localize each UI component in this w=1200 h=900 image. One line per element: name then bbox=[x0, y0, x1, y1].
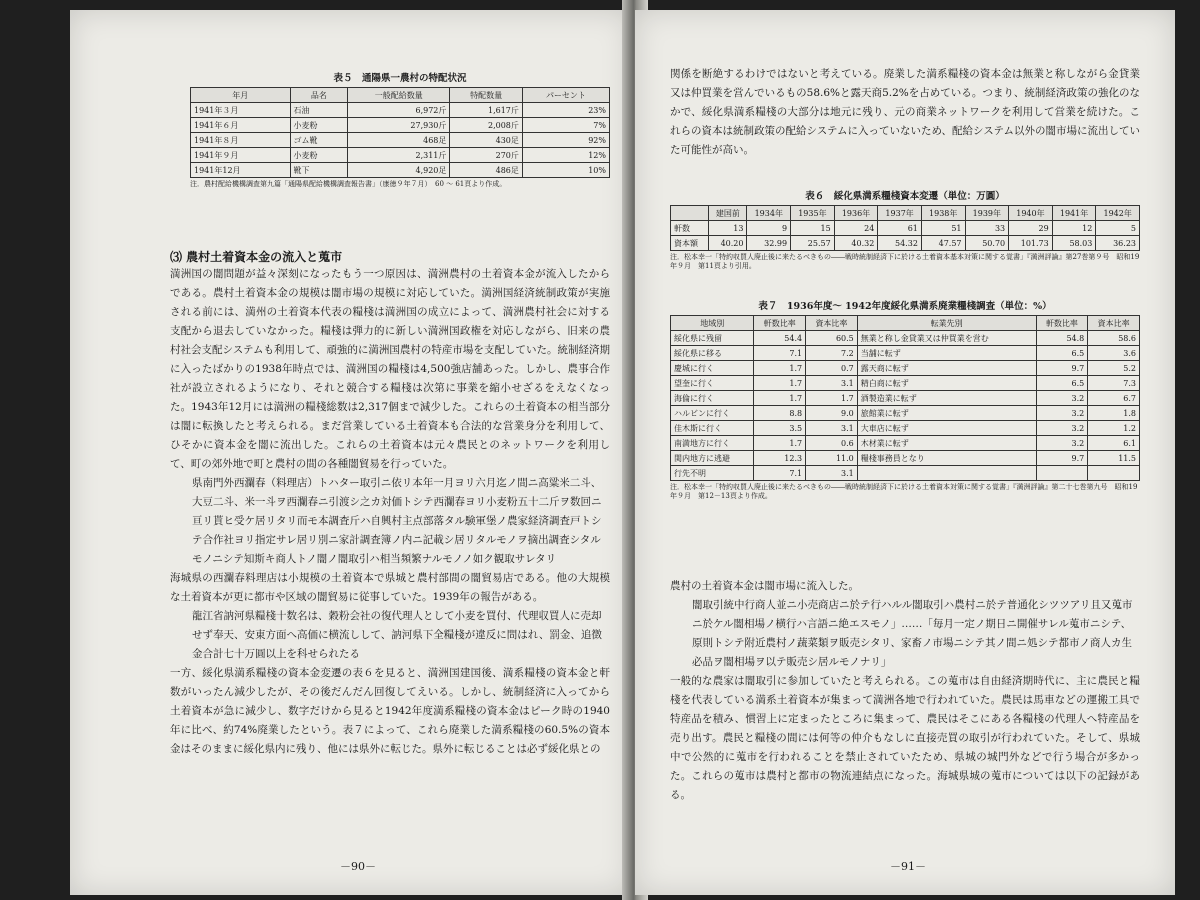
table-cell: 54.32 bbox=[878, 236, 922, 251]
table-cell: 2,008斤 bbox=[450, 118, 523, 133]
table-cell: 23% bbox=[522, 103, 609, 118]
table6-block bbox=[670, 188, 1140, 271]
table-cell: 7.1 bbox=[754, 346, 806, 361]
table-cell: 40.20 bbox=[709, 236, 747, 251]
table6 bbox=[670, 205, 1140, 251]
table-cell: 13 bbox=[709, 221, 747, 236]
table-cell: 糧棧事務員となり bbox=[857, 451, 1036, 466]
table-header-cell: 1941年 bbox=[1052, 206, 1096, 221]
table-cell: 1.7 bbox=[754, 376, 806, 391]
table-cell: 綏化県に移る bbox=[671, 346, 754, 361]
table7-note: 注．松本幸一「特約収買人廃止後に来たるべきもの――戦時統制経済下に於ける土着資本対策に関する覚書」『満洲評論』第二十七巻第九号 昭和19年９月 第12－13頁より作成。 bbox=[670, 483, 1138, 500]
table-header-cell: 転業先別 bbox=[857, 316, 1036, 331]
table-header-cell: 建国前 bbox=[709, 206, 747, 221]
table-cell: 58.6 bbox=[1088, 331, 1140, 346]
table-cell: 1.8 bbox=[1088, 406, 1140, 421]
table-cell: 5 bbox=[1096, 221, 1140, 236]
table-cell: 3.2 bbox=[1036, 391, 1088, 406]
table-header-cell: 軒数比率 bbox=[754, 316, 806, 331]
table-cell: 木材業に転ず bbox=[857, 436, 1036, 451]
table-cell: 36.23 bbox=[1096, 236, 1140, 251]
table-cell: 3.2 bbox=[1036, 436, 1088, 451]
table-cell: 15 bbox=[791, 221, 835, 236]
table-cell: 精白商に転ず bbox=[857, 376, 1036, 391]
table-cell: 7.1 bbox=[754, 466, 806, 481]
table-cell: 3.2 bbox=[1036, 421, 1088, 436]
table-row bbox=[671, 406, 1140, 421]
table-row bbox=[671, 361, 1140, 376]
table-cell: 6,972斤 bbox=[348, 103, 450, 118]
table-row bbox=[671, 376, 1140, 391]
table-cell: 50.70 bbox=[965, 236, 1009, 251]
table-cell: 0.6 bbox=[806, 436, 858, 451]
table-header-cell: 1940年 bbox=[1009, 206, 1053, 221]
table-cell: 25.57 bbox=[791, 236, 835, 251]
table-cell: 7% bbox=[522, 118, 609, 133]
table-cell: 58.03 bbox=[1052, 236, 1096, 251]
table-header-row bbox=[671, 316, 1140, 331]
table-cell: 軒数 bbox=[671, 221, 709, 236]
table-cell: 430足 bbox=[450, 133, 523, 148]
table-cell: 3.1 bbox=[806, 376, 858, 391]
table-cell: 旅館業に転ず bbox=[857, 406, 1036, 421]
table-cell: 靴下 bbox=[290, 163, 348, 178]
table-row bbox=[671, 466, 1140, 481]
table-cell: 92% bbox=[522, 133, 609, 148]
table-cell: 6.5 bbox=[1036, 376, 1088, 391]
left-quote-2: 龍江省訥河県糧棧十数名は、穀粉会社の復代理人として小麦を買付、代理収買人に売却せず奉天、安東方面へ高価に横流しして、訥河県下全糧棧が違反に問はれ、罰金、追徴金合計七十万圓以上を科せられたる bbox=[192, 610, 602, 660]
table-row bbox=[671, 436, 1140, 451]
table-cell: 29 bbox=[1009, 221, 1053, 236]
table5 bbox=[190, 87, 610, 178]
table-cell: 8.8 bbox=[754, 406, 806, 421]
right-quote-1: 闇取引統中行商人並ニ小売商店ニ於テ行ハルル闇取引ハ農村ニ於テ普通化シツツアリ且又蒐市ニ於ケル闇相場ノ横行ハ言語ニ絶エスモノ」……「毎月一定ノ期日ニ開催サレル蒐市ニシテ、原則トシテ附近農村ノ蔬菜類ヲ販売シタリ、家畜ノ市場ニシテ其ノ間ニ処シテ都市ノ商人カ生必品ヲ闇相場ヲ以テ販売シ居ルモノナリ」 bbox=[692, 599, 1133, 668]
table-cell: ゴム靴 bbox=[290, 133, 348, 148]
left-paragraph-2: 海城県の西瀾春料理店は小規模の土着資本で県城と農村部間の闇貿易店である。他の大規模な土着資本が更に都市や区域の闇貿易に従事していた。1939年の報告がある。 bbox=[170, 572, 610, 603]
table5-caption: 表５ 通陽県一農村の特配状況 bbox=[333, 73, 467, 84]
table-cell: 南満地方に行く bbox=[671, 436, 754, 451]
table-cell: 468足 bbox=[348, 133, 450, 148]
table-cell: 大車店に転ず bbox=[857, 421, 1036, 436]
table-cell: 3.1 bbox=[806, 466, 858, 481]
table-cell: 12% bbox=[522, 148, 609, 163]
table-cell: 1.7 bbox=[754, 436, 806, 451]
table-header-cell: 特配数量 bbox=[450, 88, 523, 103]
table-cell: 40.32 bbox=[834, 236, 878, 251]
table-row bbox=[191, 103, 610, 118]
table-cell: 486足 bbox=[450, 163, 523, 178]
table-cell bbox=[857, 466, 1036, 481]
table-row bbox=[671, 346, 1140, 361]
table6-note: 注．松本幸一「特約収買人廃止後に来たるべきもの――戦時統制経済下に於ける土着資本基本対策に関する覚書」『満洲評論』第27巻第９号 昭和19年９月 第11頁より引用。 bbox=[670, 253, 1140, 270]
table-cell: 6.5 bbox=[1036, 346, 1088, 361]
table-header-cell: 1937年 bbox=[878, 206, 922, 221]
table-cell: 4,920足 bbox=[348, 163, 450, 178]
table-header-cell: 1942年 bbox=[1096, 206, 1140, 221]
table-cell: 9.0 bbox=[806, 406, 858, 421]
table-cell bbox=[1036, 466, 1088, 481]
table-cell: 行先不明 bbox=[671, 466, 754, 481]
table-cell: 関内地方に逃避 bbox=[671, 451, 754, 466]
table-cell: 11.5 bbox=[1088, 451, 1140, 466]
table-cell: 7.3 bbox=[1088, 376, 1140, 391]
table-cell: 9.7 bbox=[1036, 361, 1088, 376]
left-page bbox=[70, 10, 630, 895]
table-cell: 6.1 bbox=[1088, 436, 1140, 451]
table-cell: ハルビンに行く bbox=[671, 406, 754, 421]
table-row bbox=[191, 148, 610, 163]
table-header-cell: 資本比率 bbox=[1088, 316, 1140, 331]
table-cell: 54.8 bbox=[1036, 331, 1088, 346]
table-cell: 10% bbox=[522, 163, 609, 178]
table-cell: 5.2 bbox=[1088, 361, 1140, 376]
table7-caption: 表７ 1936年度～ 1942年度綏化県満系廃業糧棧調査（単位：%） bbox=[758, 301, 1052, 312]
table5-note: 注．農村配給機構調査第九篇「通陽県配給機構調査報告書」（康徳９年７月） 60 ～ 61頁より作成。 bbox=[190, 180, 507, 188]
section-title: ⑶ 農村土着資本金の流入と蒐市 bbox=[170, 250, 343, 264]
table-cell: 9.7 bbox=[1036, 451, 1088, 466]
table-cell bbox=[1088, 466, 1140, 481]
table-cell: 3.2 bbox=[1036, 406, 1088, 421]
table-header-cell: 資本比率 bbox=[806, 316, 858, 331]
table-cell: 9 bbox=[747, 221, 791, 236]
table-cell: 11.0 bbox=[806, 451, 858, 466]
table-cell: 51 bbox=[921, 221, 965, 236]
table-cell: 小麦粉 bbox=[290, 118, 348, 133]
table-cell: 1.7 bbox=[806, 391, 858, 406]
table-cell: 1941年９月 bbox=[191, 148, 291, 163]
left-body bbox=[170, 248, 610, 759]
table-cell: 1941年８月 bbox=[191, 133, 291, 148]
left-quote-1: 県南門外西瀾春（料理店）トハター取引ニ依リ本年一月ヨリ六月迄ノ間ニ高粱米二斗、大豆二斗、米一斗ヲ西瀾春ニ引渡シ之カ対価トシテ西瀾春ヨリ小麦粉五十二斤ヲ数回ニ亘リ貰ヒ受ケ居リタリ而モ本調査斤ハ自興村主点部落タル験軍堡ノ農家経済調査戸トシテ合作社ヨリ指定サレ居リ別ニ家計調査簿ノ内ニ記載シ居リタルモノヲ摘出調査シタルモノニシテ知斯キ商人トノ闇ノ闇取引ハ相当頻繁ナルモノノ如ク観取サレタリ bbox=[192, 477, 602, 565]
table-cell: 61 bbox=[878, 221, 922, 236]
table-cell: 1.2 bbox=[1088, 421, 1140, 436]
table-row bbox=[671, 221, 1140, 236]
table-cell: 1941年６月 bbox=[191, 118, 291, 133]
table-header-cell: 1938年 bbox=[921, 206, 965, 221]
table7 bbox=[670, 315, 1140, 481]
table-row bbox=[671, 421, 1140, 436]
table-header-cell: 1935年 bbox=[791, 206, 835, 221]
table-header-cell: 年月 bbox=[191, 88, 291, 103]
table-row bbox=[191, 118, 610, 133]
table6-caption: 表６ 綏化県満系糧棧資本変遷（単位：万圓） bbox=[805, 191, 1005, 202]
table-cell: 1941年12月 bbox=[191, 163, 291, 178]
table-cell: 慶城に行く bbox=[671, 361, 754, 376]
table-header-row bbox=[671, 206, 1140, 221]
table-cell: 32.99 bbox=[747, 236, 791, 251]
table-cell: 1.7 bbox=[754, 361, 806, 376]
table-cell: 資本額 bbox=[671, 236, 709, 251]
table7-block bbox=[670, 298, 1140, 501]
table-cell: 綏化県に残留 bbox=[671, 331, 754, 346]
right-paragraph-1: 関係を断絶するわけではないと考えている。廃業した満系糧棧の資本金は無業と称しながら金貸業又は仲買業を営んでいるもの58.6%と露天商5.2%を占めている。つまり、統制経済政策の強化のなかで、綏化県満系糧棧の大部分は地元に残り、元の商業ネットワークを利用して営業を続けた。これらの資本は統制政策の配給システムに入っていないため、配給システム以外の闇市場に流出していた可能性が高い。 bbox=[670, 68, 1140, 156]
table-cell: 小麦粉 bbox=[290, 148, 348, 163]
table-row bbox=[671, 451, 1140, 466]
table-cell: 3.1 bbox=[806, 421, 858, 436]
table-cell: 6.7 bbox=[1088, 391, 1140, 406]
table-header-cell: 軒数比率 bbox=[1036, 316, 1088, 331]
table-row bbox=[671, 236, 1140, 251]
table-cell: 54.4 bbox=[754, 331, 806, 346]
table-row bbox=[191, 133, 610, 148]
left-paragraph-3: 一方、綏化県満系糧棧の資本金変遷の表６を見ると、満洲国建国後、満系糧棧の資本金と軒数がいったん減少したが、その後だんだん回復してえいる。しかし、統制経済に入ってから土着資本が急に減少し、数字だけから見ると1942年度満系糧棧の資本金はピーク時の1940年に比べ、約74%廃業したという。表７によって、これら廃業した満系糧棧の60.5%の資本金はそのままに綏化県内に残り、他には県外に転じた。県外に転じることは必ず綏化県との bbox=[170, 667, 610, 755]
right-paragraph-2: 農村の土着資本金は闇市場に流入した。 bbox=[670, 580, 859, 592]
table-cell: 7.2 bbox=[806, 346, 858, 361]
table-cell: 望奎に行く bbox=[671, 376, 754, 391]
table-cell: 47.57 bbox=[921, 236, 965, 251]
table-cell: 3.6 bbox=[1088, 346, 1140, 361]
table-cell: 酒製造業に転ず bbox=[857, 391, 1036, 406]
table-header-cell: 地域別 bbox=[671, 316, 754, 331]
table-cell: 露天商に転ず bbox=[857, 361, 1036, 376]
page-number-right: －91－ bbox=[890, 860, 926, 873]
table-cell: 0.7 bbox=[806, 361, 858, 376]
table-cell: 12 bbox=[1052, 221, 1096, 236]
table-header-cell: 一般配給数量 bbox=[348, 88, 450, 103]
right-page bbox=[635, 10, 1175, 895]
table-cell: 2,311斤 bbox=[348, 148, 450, 163]
table-cell: 無業と称し金貸業又は仲買業を営む bbox=[857, 331, 1036, 346]
table5-block bbox=[190, 70, 610, 189]
table-cell: 27,930斤 bbox=[348, 118, 450, 133]
table-header-cell: パーセント bbox=[522, 88, 609, 103]
table-header-cell: 品名 bbox=[290, 88, 348, 103]
table-cell: 佳木斯に行く bbox=[671, 421, 754, 436]
table-row bbox=[191, 163, 610, 178]
table-row bbox=[671, 331, 1140, 346]
table-cell: 101.73 bbox=[1009, 236, 1053, 251]
right-body-top bbox=[670, 65, 1140, 160]
page-number-left: －90－ bbox=[340, 860, 376, 873]
table-header-cell bbox=[671, 206, 709, 221]
table-row bbox=[671, 391, 1140, 406]
table-cell: 1.7 bbox=[754, 391, 806, 406]
table-cell: 3.5 bbox=[754, 421, 806, 436]
table-header-cell: 1939年 bbox=[965, 206, 1009, 221]
table-cell: 270斤 bbox=[450, 148, 523, 163]
table-header-cell: 1934年 bbox=[747, 206, 791, 221]
left-paragraph-1: 満洲国の闇問題が益々深刻になったもう一つ原因は、満洲農村の土着資本金が流入したからである。農村土着資本金の規模は闇市場の規模に対応していた。満洲国経済統制政策が実施される前には、満州の土着資本代表の糧棧は満洲国の成立によって、満洲農村社会に対する支配から退去していなかった。糧棧は弾力的に新しい満洲国政権を対応しながら、旧来の農村社会支配システムも利用して、頑強的に満洲国農村の特産市場を支配していた。統制経済期に入ったばかりの1938年時点では、満洲国の糧棧は4,500強店舗あった。しかし、農事合作社が設立されるようになり、それと競合する糧棧は次第に事業を縮小せざるをえなくなった。1943年12月には満洲の糧棧総数は2,317個まで減少した。これらの土着資本の相当部分は闇に転換したと考えられる。まだ営業している土着資本も合法的な営業身分を利用して、ひそかに資本金を闇に流出した。これらの土着資本は元々農民とのネットワークを利用して、町の郊外地で町と農村の間の各種闇貿易を行っていた。 bbox=[170, 268, 610, 470]
table-cell: 石油 bbox=[290, 103, 348, 118]
table-cell: 1941年３月 bbox=[191, 103, 291, 118]
table-cell: 12.3 bbox=[754, 451, 806, 466]
right-paragraph-3: 一般的な農家は闇取引に参加していたと考えられる。この蒐市は自由経済期時代に、主に農民と糧棧を代表している満系土着資本が集まって満洲各地で行われていた。農民は馬車などの運搬工具で特産品を積み、慣習上に定まったところに集まって、農民はそこにある各糧棧の代理人へ特産品を売り出す。農民と糧棧の間には何等の仲介もなしに直接売買の取引が行われていた。そして、県城中で公然的に蒐市を行われることを禁止されていたため、県城の城門外などで行う場合が多かった。これらの蒐市は農村と都市の物流連結点になった。海城県城の蒐市については以下の記録がある。 bbox=[670, 675, 1140, 801]
table-cell: 60.5 bbox=[806, 331, 858, 346]
table-cell: 1,617斤 bbox=[450, 103, 523, 118]
right-body-bottom bbox=[670, 577, 1140, 805]
table-cell: 海倫に行く bbox=[671, 391, 754, 406]
table-cell: 33 bbox=[965, 221, 1009, 236]
table-header-cell: 1936年 bbox=[834, 206, 878, 221]
table-cell: 当舗に転ず bbox=[857, 346, 1036, 361]
table-header-row bbox=[191, 88, 610, 103]
table-cell: 24 bbox=[834, 221, 878, 236]
